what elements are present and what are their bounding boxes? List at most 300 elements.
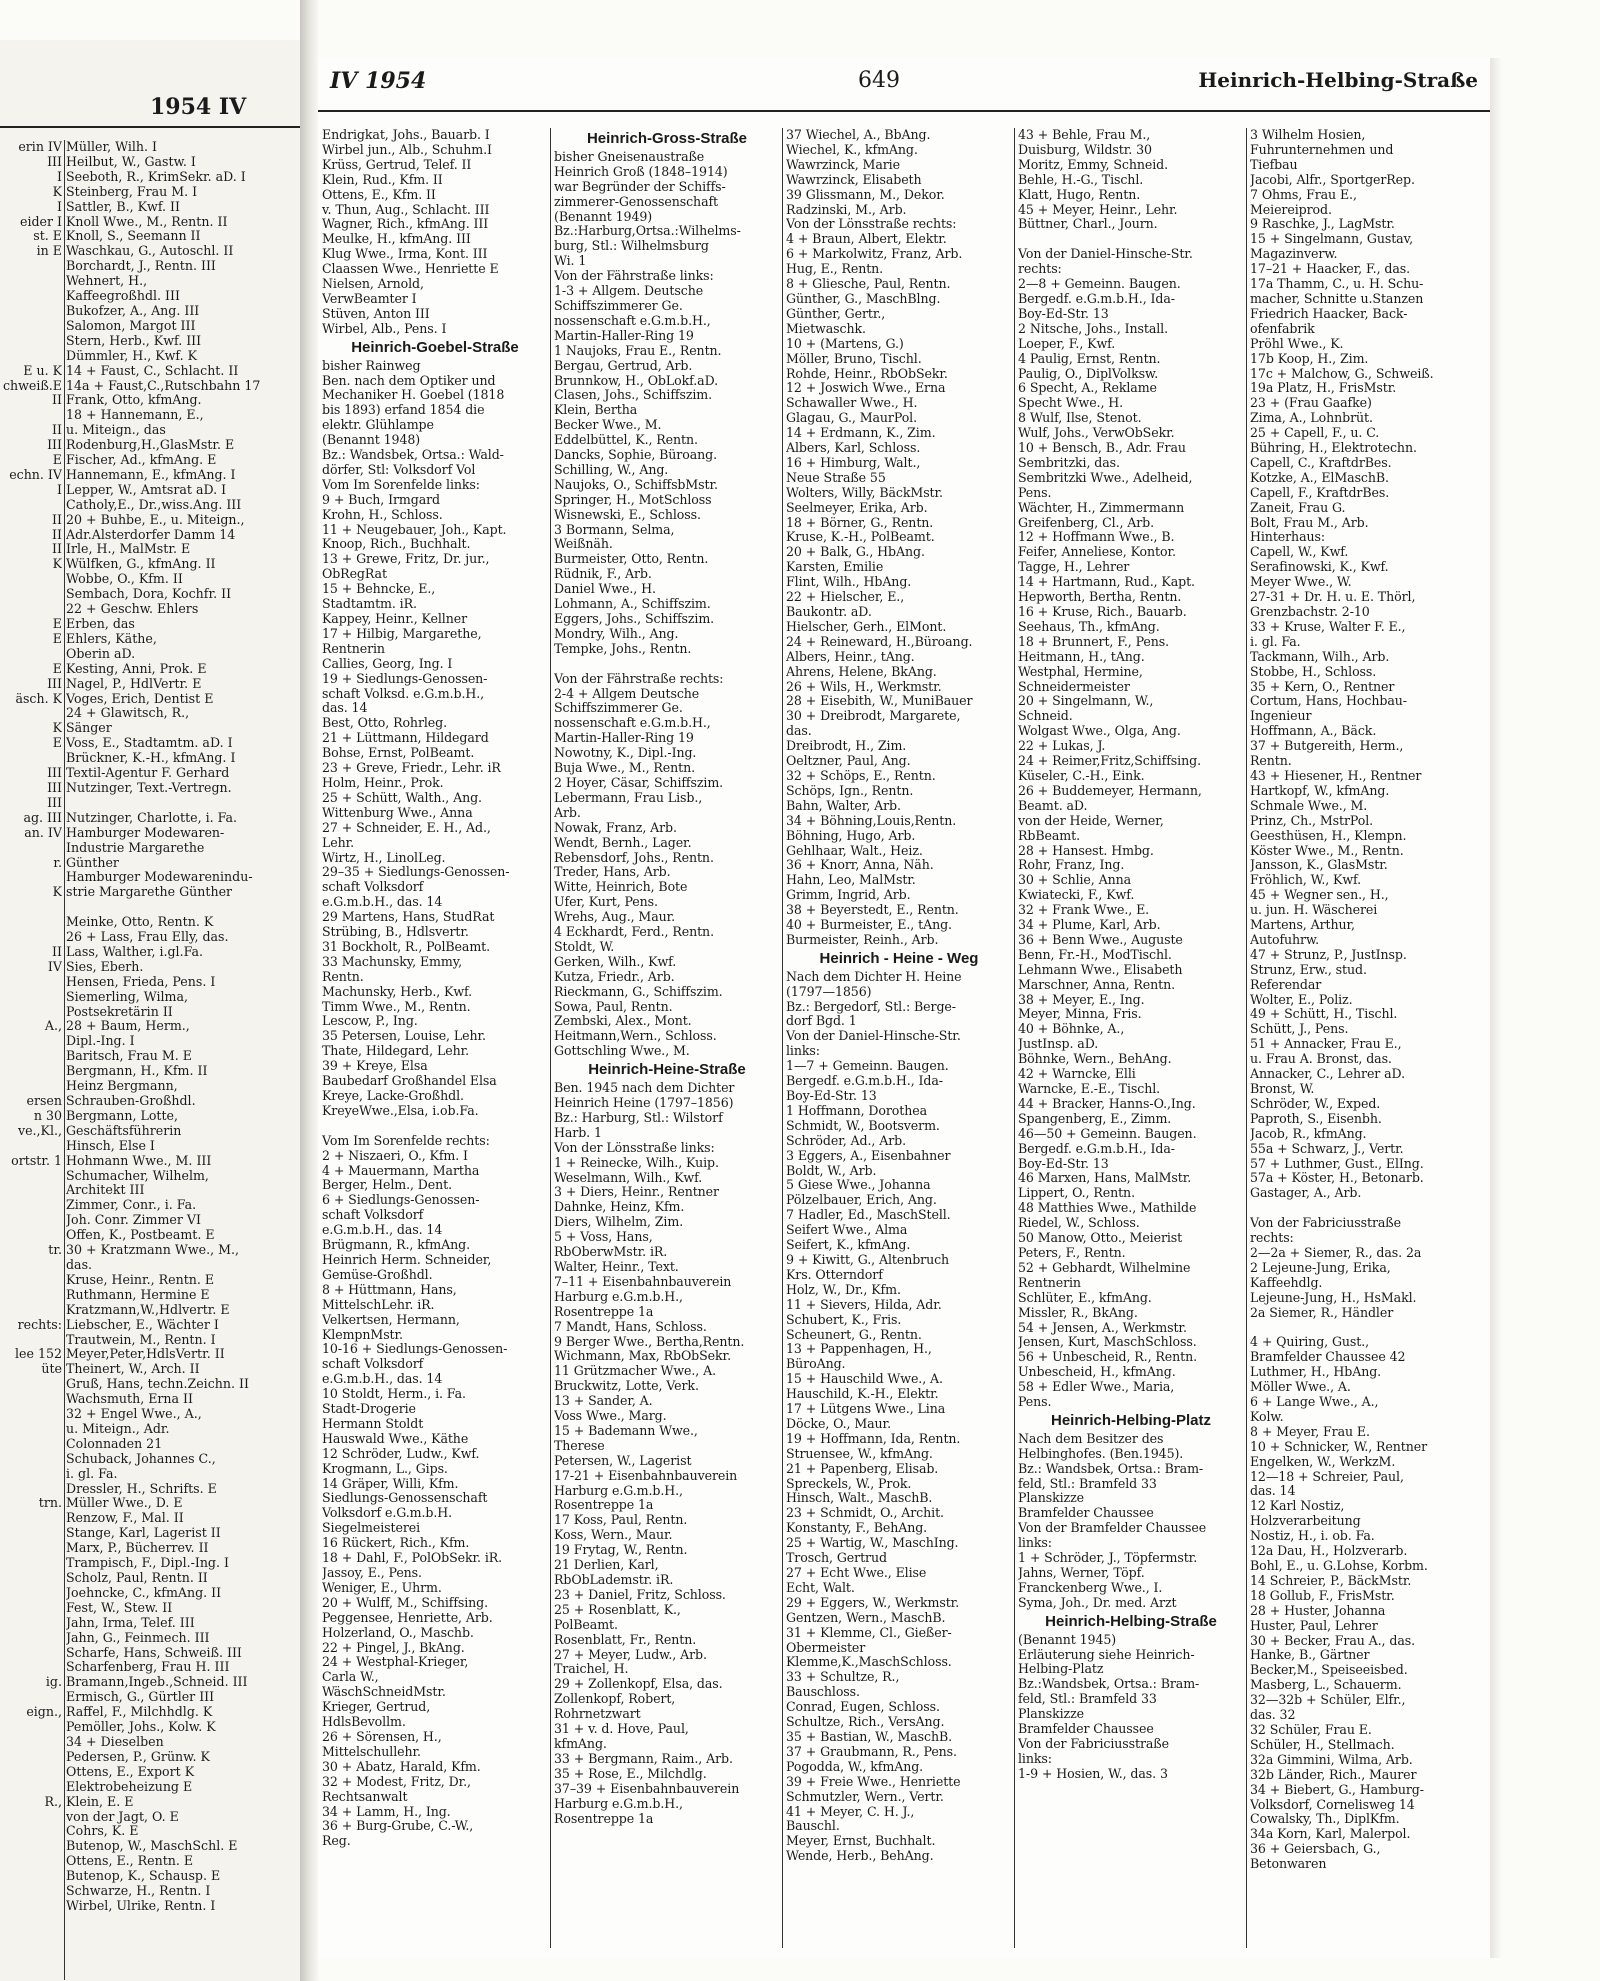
left-entry-line: Nagel, P., HdlVertr. E [66, 675, 202, 691]
directory-entry: 8 + Gliesche, Paul, Rentn. [786, 277, 951, 292]
left-entry-line: Industrie Margarethe [66, 839, 205, 855]
left-entry-line: Ottens, E., Rentn. E [66, 1853, 194, 1869]
directory-entry: kfmAng. [554, 1736, 607, 1751]
left-entry-line [66, 900, 298, 915]
left-entry-line: Klein, E. E [66, 1793, 134, 1809]
left-entry-line: Raffel, F., Milchhdlg. K [66, 1704, 213, 1720]
left-margin-line [0, 915, 62, 930]
directory-entry: 18 + Brunnert, F., Pens. [1018, 634, 1170, 649]
directory-entry: Jacobi, Alfr., SportgerRep. [1250, 172, 1415, 187]
directory-entry: Kappey, Heinr., Kellner [322, 612, 468, 626]
directory-entry [1018, 232, 1244, 247]
directory-entry: Neue Straße 55 [786, 470, 886, 485]
column-divider [1014, 128, 1015, 1948]
directory-entry: Serafinowski, K., Kwf. [1250, 560, 1389, 575]
directory-entry: 5 + Voss, Hans, [554, 1230, 653, 1245]
directory-entry: 15 + Singelmann, Gustav, [1250, 232, 1413, 247]
left-margin-line [0, 1526, 62, 1541]
directory-entry: 21 Derlien, Karl, [554, 1558, 659, 1573]
directory-entry: 28 + Huster, Johanna [1250, 1603, 1386, 1618]
left-margin-line [0, 990, 62, 1005]
left-margin-line: I [57, 198, 62, 214]
directory-entry: 45 + Meyer, Heinr., Lehr. [1018, 202, 1178, 217]
directory-entry: 7–11 + Eisenbahnbauverein [554, 1274, 732, 1289]
left-margin-line: in E [36, 243, 62, 259]
directory-entry: Krieger, Gertrud, [322, 1700, 431, 1715]
directory-entry: Nach dem Besitzer des [1018, 1431, 1164, 1446]
left-entry-line: Kratzmann,W.,Hdlvertr. E [66, 1301, 230, 1317]
directory-entry: 17–21 + Haacker, F., das. [1250, 262, 1411, 277]
directory-entry: 29 Martens, Hans, StudRat [322, 910, 495, 925]
directory-entry: 31 Bockholt, R., PolBeamt. [322, 939, 491, 954]
page-header [318, 58, 1490, 112]
left-entry-line: Catholy,E., Dr.,wiss.Ang. III [66, 496, 242, 512]
directory-entry: Wolter, E., Poliz. [1250, 992, 1353, 1007]
directory-entry: 12 Karl Nostiz, [1250, 1499, 1345, 1514]
directory-entry: 9 + Kiwitt, G., Altenbruch [786, 1252, 950, 1267]
left-margin-line: echn. IV [9, 466, 62, 482]
directory-entry: Capell, F., KraftdrBes. [1250, 485, 1390, 500]
directory-entry: Ahrens, Helene, BkAng. [786, 664, 937, 679]
directory-entry: Greifenberg, Cl., Arb. [1018, 515, 1155, 530]
directory-entry: Nostiz, H., i. ob. Fa. [1250, 1529, 1375, 1544]
directory-entry: Volksdorf e.G.m.b.H. [322, 1506, 453, 1521]
directory-entry: 1-9 + Hosien, W., das. 3 [1018, 1766, 1168, 1781]
directory-entry: Wisnewski, E., Schloss. [554, 507, 701, 522]
left-entry-line: Bergmann, H., Kfm. II [66, 1063, 208, 1079]
directory-entry: 14 + Erdmann, K., Zim. [786, 426, 936, 441]
left-entry-line: Heinz Bergmann, [66, 1078, 178, 1094]
directory-entry: 49 + Schütt, H., Tischl. [1250, 1007, 1398, 1022]
directory-entry: Stoldt, W. [554, 939, 615, 954]
left-margin-line [0, 1452, 62, 1467]
left-entry-line: 14a + Faust,C.,Rutschbahn 17 [66, 377, 261, 393]
directory-entry: Eddelbüttel, K., Rentn. [554, 433, 698, 448]
directory-entry: schaft Volksdorf [322, 880, 424, 895]
directory-entry: 19 + Hoffmann, Ida, Rentn. [786, 1431, 961, 1446]
directory-entry: 32b Länder, Rich., Maurer [1250, 1767, 1417, 1782]
left-entry-line: 34 + Dieselben [66, 1733, 164, 1749]
directory-entry: e.G.m.b.H., das. 14 [322, 895, 443, 910]
directory-entry: Krs. Otterndorf [786, 1267, 883, 1282]
left-entry-line: Knoll Wwe., M., Rentn. II [66, 213, 228, 229]
left-entry-line: Fest, W., Stew. II [66, 1599, 173, 1615]
left-margin-line: ag. III [23, 809, 62, 825]
directory-entry: 21 + Papenberg, Elisab. [786, 1461, 939, 1476]
directory-entry: Nach dem Dichter H. Heine [786, 969, 962, 984]
directory-column [1250, 128, 1476, 1948]
directory-entry: 8 Wulf, Ilse, Stenot. [1018, 411, 1142, 426]
directory-entry: 52 + Gebhardt, Wilhelmine [1018, 1260, 1191, 1275]
left-entry-line: Dressler, H., Schrifts. E [66, 1480, 217, 1496]
directory-entry: Siegelmeisterei [322, 1521, 421, 1536]
directory-entry: 12 + Hoffmann Wwe., B. [1018, 530, 1175, 545]
left-entry-line: Baritsch, Frau M. E [66, 1048, 192, 1064]
directory-entry: Berger, Helm., Dent. [322, 1178, 453, 1193]
directory-entry: Meiereiprod. [1250, 202, 1332, 217]
directory-entry: Von der Fährstraße rechts: [554, 671, 724, 686]
directory-entry: Weselmann, Wilh., Kwf. [554, 1170, 703, 1185]
left-entry-line: 18 + Hannemann, E., [66, 407, 204, 423]
directory-entry: Hartkopf, W., kfmAng. [1250, 783, 1390, 798]
directory-entry: Martens, Arthur, [1250, 918, 1355, 933]
directory-entry: Peters, F., Rentn. [1018, 1245, 1126, 1260]
directory-entry: 38 + Meyer, E., Ing. [1018, 992, 1145, 1007]
directory-entry: Schröder, Ad., Arb. [786, 1133, 906, 1148]
directory-entry: KlempnMstr. [322, 1327, 403, 1342]
directory-entry: Specht Wwe., H. [1018, 396, 1124, 411]
left-entry-line: Bramann,Ingeb.,Schneid. III [66, 1674, 248, 1690]
left-column-divider [64, 140, 65, 1980]
directory-entry: Pölzelbauer, Erich, Ang. [786, 1193, 937, 1208]
left-margin-line: ortstr. 1 [11, 1152, 62, 1168]
directory-entry: Burmeister, Otto, Rentn. [554, 552, 709, 567]
directory-column [322, 128, 548, 1948]
left-margin-line: III [47, 153, 62, 169]
directory-entry: Gerken, Wilh., Kwf. [554, 954, 677, 969]
left-margin-line [0, 259, 62, 274]
directory-entry: Gastager, A., Arb. [1250, 1186, 1362, 1201]
directory-entry: Von der Lönsstraße links: [554, 1140, 715, 1155]
directory-entry: Wächter, H., Zimmermann [1018, 500, 1185, 515]
directory-entry: 3 + Diers, Heinr., Rentner [554, 1185, 719, 1200]
left-page-header: 1954 IV [150, 94, 247, 120]
directory-entry: 26 + Buddemeyer, Hermann, [1018, 783, 1202, 798]
directory-entry: 14 Schreier, P., BäckMstr. [1250, 1573, 1412, 1588]
directory-entry: Friedrich Haacker, Back- [1250, 306, 1408, 321]
directory-entry: Lescow, P., Ing. [322, 1014, 418, 1029]
directory-entry: 25 + Rosenblatt, K., [554, 1602, 681, 1617]
left-entry-line: 32 + Engel Wwe., A., [66, 1406, 202, 1422]
directory-entry: 1 + Reinecke, Wilh., Kuip. [554, 1155, 719, 1170]
directory-entry: Annacker, C., Lehrer aD. [1250, 1067, 1405, 1082]
directory-entry: 41 + Meyer, C. H. J., [786, 1804, 915, 1819]
left-margin-line: n 30 [33, 1107, 62, 1123]
directory-entry: links: [1018, 1536, 1052, 1551]
directory-entry: Dahnke, Heinz, Kfm. [554, 1200, 685, 1215]
directory-entry: 2—8 + Gemeinn. Baugen. [1018, 277, 1181, 292]
directory-entry: Schneidermeister [1018, 679, 1130, 694]
left-entry-line: Postsekretärin II [66, 1003, 173, 1019]
directory-entry: 36 + Geiersbach, G., [1250, 1842, 1381, 1857]
directory-entry: 55a + Schwarz, J., Vertr. [1250, 1141, 1404, 1156]
directory-entry: macher, Schnitte u.Stanzen [1250, 291, 1424, 306]
left-entry-line: Wirbel, Ulrike, Rentn. I [66, 1897, 216, 1913]
left-entry-line: das. [66, 1256, 93, 1272]
directory-entry: Seifert, K., kfmAng. [786, 1238, 911, 1253]
left-entry-line: Hamburger Modewarenindu- [66, 869, 253, 885]
directory-entry: dörfer, Stl: Volksdorf Vol [322, 462, 476, 477]
left-entry-line: Knoll, S., Seemann II [66, 228, 201, 244]
directory-entry: Von der Fabriciusstraße [1018, 1736, 1169, 1751]
directory-entry: Günther, G., MaschBlng. [786, 291, 941, 306]
directory-entry: Boy-Ed-Str. 13 [786, 1089, 877, 1103]
left-entry-line: Dümmler, H., Kwf. K [66, 347, 198, 363]
directory-entry: 30 + Schlie, Anna [1018, 873, 1132, 888]
left-margin-line: tr. [48, 1242, 62, 1258]
left-entry-line: Marx, P., Bücherrev. II [66, 1540, 209, 1556]
left-margin-line: st. E [33, 228, 62, 244]
directory-entry: 19 Frytag, W., Rentn. [554, 1543, 688, 1558]
directory-entry: Bz.:Wandsbek, Ortsa.: Bram- [1018, 1677, 1200, 1692]
left-entry-line: Schumacher, Wilhelm, [66, 1167, 209, 1183]
directory-entry: Cortum, Hans, Hochbau- [1250, 694, 1407, 709]
left-entry-line: Schuback, Johannes C., [66, 1450, 216, 1466]
directory-entry: Rosentreppe 1a [554, 1304, 654, 1319]
left-entry-line: Hohmann Wwe., M. III [66, 1152, 212, 1168]
left-margin-line [0, 1377, 62, 1392]
left-entry-line: Ermisch, G., Gürtler III [66, 1689, 215, 1705]
directory-entry: 12 Schröder, Ludw., Kwf. [322, 1446, 480, 1461]
left-entry-line: Hensen, Frieda, Pens. I [66, 973, 216, 989]
left-entry-line: i. gl. Fa. [66, 1465, 118, 1481]
directory-entry: Von der Daniel-Hinsche-Str. [1018, 247, 1193, 262]
left-entry-line: Scharfenberg, Frau H. III [66, 1659, 230, 1675]
directory-entry: 46 Marxen, Hans, MalMstr. [1018, 1171, 1192, 1186]
left-margin-line [0, 1765, 62, 1780]
left-margin-line: r. [53, 854, 62, 870]
directory-entry: Treder, Hans, Arb. [554, 865, 671, 880]
directory-entry: 17 + Lütgens Wwe., Lina [786, 1402, 946, 1417]
left-margin-line: erin IV [18, 140, 62, 154]
directory-entry: Weniger, E., Uhrm. [322, 1580, 442, 1595]
left-margin-line [0, 1049, 62, 1064]
directory-entry: Holzverarbeitung [1250, 1514, 1361, 1529]
directory-entry: Sowa, Paul, Rentn. [554, 999, 673, 1014]
directory-entry: Eggers, Johs., Schiffszim. [554, 612, 715, 626]
left-margin-line [0, 319, 62, 334]
left-margin-line [0, 1660, 62, 1675]
directory-entry: Grenzbachstr. 2-10 [1250, 605, 1370, 619]
directory-entry: 40 + Böhnke, A., [1018, 1022, 1125, 1037]
left-margin-line: III [47, 437, 62, 453]
directory-entry: Albers, Karl, Schloss. [786, 441, 921, 456]
column-divider [782, 128, 783, 1948]
directory-entry: Strübing, B., Hdlsvertr. [322, 925, 469, 940]
directory-entry: 1 + Schröder, J., Töpfermstr. [1018, 1551, 1198, 1566]
directory-entry: 29 + Zollenkopf, Elsa, das. [554, 1677, 723, 1692]
directory-entry: RbBeamt. [1018, 828, 1080, 843]
directory-entry: Rosentreppe 1a [554, 1498, 654, 1513]
directory-entry: Rentn. [1250, 754, 1292, 769]
left-entry-line: Nutzinger, Charlotte, i. Fa. [66, 809, 238, 825]
directory-entry: JustInsp. aD. [1018, 1037, 1099, 1052]
directory-entry: Gottschling Wwe., M. [554, 1044, 690, 1059]
directory-entry: Hauschild, K.-H., Elektr. [786, 1387, 939, 1402]
left-entry-line: Brückner, K.-H., kfmAng. I [66, 750, 236, 766]
directory-entry: zimmerer-Genossenschaft [554, 194, 719, 209]
left-entry-line: 24 + Glawitsch, R., [66, 705, 190, 721]
left-entry-line: Irle, H., MalMstr. E [66, 541, 191, 557]
directory-entry: Best, Otto, Rohrleg. [322, 716, 448, 731]
directory-entry: MittelschLehr. iR. [322, 1297, 435, 1312]
directory-entry [1250, 1321, 1476, 1336]
directory-entry: Capell, W., Kwf. [1250, 545, 1349, 560]
left-page-entries-column [66, 140, 298, 1914]
directory-entry: 27-31 + Dr. H. u. E. Thörl, [1250, 590, 1416, 605]
directory-entry: 43 + Behle, Frau M., [1018, 128, 1151, 142]
directory-entry: Claassen Wwe., Henriette E [322, 262, 499, 277]
directory-entry: 4 + Quiring, Gust., [1250, 1335, 1370, 1350]
directory-entry: Küseler, C.-H., Eink. [1018, 768, 1145, 783]
directory-entry: schaft Volksdorf [322, 1208, 424, 1223]
left-margin-line [0, 1511, 62, 1526]
directory-entry [1250, 1201, 1476, 1216]
directory-entry: Mietwaschk. [786, 321, 866, 336]
directory-entry: Rosentreppe 1a [554, 1811, 654, 1826]
directory-entry: 26 + Wils, H., Werkmstr. [786, 679, 942, 694]
directory-entry: 56 + Unbescheid, R., Rentn. [1018, 1350, 1198, 1365]
directory-entry: bis 1893) erfand 1854 die [322, 403, 485, 418]
left-entry-line: Renzow, F., Mal. II [66, 1510, 184, 1526]
directory-entry: Koss, Wern., Maur. [554, 1528, 673, 1543]
directory-entry: Huster, Paul, Lehrer [1250, 1618, 1378, 1633]
directory-entry: 29–35 + Siedlungs-Genossen- [322, 865, 510, 880]
directory-entry: Endrigkat, Johs., Bauarb. I [322, 128, 490, 142]
directory-entry: Naujoks, O., SchiffsbMstr. [554, 477, 718, 492]
left-entry-line: Siemerling, Wilma, [66, 988, 188, 1004]
directory-entry: 6 Specht, A., Reklame [1018, 381, 1157, 396]
left-margin-line: E [52, 630, 62, 646]
directory-entry: Wirtz, H., LinolLeg. [322, 850, 446, 865]
left-entry-line: Lass, Walther, i.gl.Fa. [66, 943, 203, 959]
directory-entry: 15 + Behncke, E., [322, 582, 436, 597]
left-entry-line: Wülfken, G., kfmAng. II [66, 556, 216, 572]
directory-entry: 48 Matthies Wwe., Mathilde [1018, 1201, 1197, 1216]
directory-entry: 27 + Schneider, E. H., Ad., [322, 820, 491, 835]
left-entry-line: Gruß, Hans, techn.Zeichn. II [66, 1376, 249, 1392]
directory-entry: Wrehs, Aug., Maur. [554, 910, 676, 925]
left-margin-line [0, 1810, 62, 1825]
directory-entry: Lohmann, A., Schiffszim. [554, 597, 711, 612]
directory-entry: 11 + Neugebauer, Joh., Kapt. [322, 522, 507, 537]
directory-entry: VerwBeamter I [322, 291, 417, 306]
column-divider [550, 128, 551, 1948]
page-number: 649 [858, 68, 900, 93]
directory-entry: 35 Petersen, Louise, Lehr. [322, 1029, 486, 1044]
left-margin-line: eign., [26, 1704, 62, 1720]
directory-entry: Nowak, Franz, Arb. [554, 820, 677, 835]
left-margin-line [0, 1333, 62, 1348]
directory-entry: 16 + Kruse, Rich., Bauarb. [1018, 605, 1187, 619]
directory-entry: Büttner, Charl., Journ. [1018, 217, 1158, 232]
left-entry-line: Schwarze, H., Rentn. I [66, 1883, 211, 1899]
directory-entry: 1 Naujoks, Frau E., Rentn. [554, 343, 722, 358]
left-entry-line: Adr.Alsterdorfer Damm 14 [66, 526, 236, 542]
directory-entry: Bz.: Wandsbek, Ortsa.: Bram- [1018, 1461, 1204, 1476]
left-margin-line: K [52, 556, 62, 572]
directory-entry: Hinterhaus: [1250, 530, 1325, 545]
directory-entry: links: [1018, 1751, 1052, 1766]
directory-entry: Walter, Heinr., Text. [554, 1259, 679, 1274]
directory-entry: Schmidt, W., Bootsverm. [786, 1118, 940, 1133]
directory-entry: 19 + Siedlungs-Genossen- [322, 671, 488, 686]
directory-entry: Bühring, H., Elektrotechn. [1250, 441, 1417, 456]
directory-entry: KreyeWwe.,Elsa, i.ob.Fa. [322, 1103, 479, 1118]
directory-entry: Engelken, W., WerkzM. [1250, 1454, 1396, 1469]
directory-entry: 16 Rückert, Rich., Kfm. [322, 1536, 470, 1551]
directory-entry: 33 + Kruse, Walter F. E., [1250, 619, 1406, 634]
directory-entry: Magazinverw. [1250, 247, 1338, 262]
directory-column [1018, 128, 1244, 1948]
directory-entry: 8 + Hüttmann, Hans, [322, 1282, 457, 1297]
left-margin-line [0, 975, 62, 990]
left-entry-line: Meyer,Peter,HdlsVertr. II [66, 1346, 225, 1362]
directory-entry: Glagau, G., MaurPol. [786, 411, 918, 426]
left-margin-line [0, 1422, 62, 1437]
left-entry-line: Sänger [66, 720, 112, 736]
directory-entry: Unbescheid, H., kfmAng. [1018, 1365, 1176, 1380]
directory-entry: Lippert, O., Rentn. [1018, 1186, 1135, 1201]
directory-entry: Grimm, Ingrid, Arb. [786, 888, 911, 903]
directory-entry: 2—2a + Siemer, R., das. 2a [1250, 1245, 1422, 1260]
directory-entry: Jansson, K., GlasMstr. [1250, 858, 1388, 873]
directory-entry: Jahns, Werner, Töpf. [1018, 1566, 1145, 1580]
directory-entry: 39 Glissmann, M., Dekor. [786, 187, 945, 202]
directory-entry: 37–39 + Eisenbahnbauverein [554, 1781, 740, 1796]
directory-entry: Boy-Ed-Str. 13 [1018, 1156, 1109, 1171]
directory-entry: 29 + Eggers, W., Werkmstr. [786, 1595, 960, 1610]
directory-entry: Burmeister, Reinh., Arb. [786, 932, 939, 947]
directory-entry: RbObLademstr. iR. [554, 1573, 674, 1587]
left-margin-line: E u. K [23, 362, 62, 378]
directory-column [554, 128, 780, 1948]
directory-entry: 36 + Knorr, Anna, Näh. [786, 858, 934, 873]
directory-entry: Traichel, H. [554, 1662, 629, 1677]
directory-entry [322, 1119, 548, 1134]
directory-entry: 32 Schüler, Frau E. [1250, 1722, 1372, 1737]
left-entry-line: Liebscher, E., Wächter I [66, 1316, 219, 1332]
directory-entry: 32 + Frank Wwe., E. [1018, 903, 1150, 918]
directory-entry: 16 + Himburg, Walt., [786, 455, 921, 470]
directory-entry: 51 + Annacker, Frau E., [1250, 1037, 1402, 1052]
directory-entry: Planskizze [1018, 1707, 1084, 1722]
directory-entry: Rechtsanwalt [322, 1789, 408, 1804]
directory-entry: 3 Bormann, Selma, [554, 522, 675, 537]
directory-entry: 46—50 + Gemeinn. Baugen. [1018, 1126, 1197, 1141]
directory-entry: 22 + Pingel, J., BkAng. [322, 1640, 465, 1655]
directory-entry: 40 + Burmeister, E., tAng. [786, 918, 952, 933]
left-entry-line: u. Miteign., Adr. [66, 1420, 170, 1436]
left-margin-line: rechts: [17, 1316, 62, 1332]
directory-entry: 10 Stoldt, Herm., i. Fa. [322, 1387, 466, 1402]
left-entry-line: Schrauben-Großhdl. [66, 1093, 196, 1108]
left-margin-line [0, 1005, 62, 1020]
directory-entry: Hanke, B., Gärtner [1250, 1648, 1370, 1663]
directory-entry: war Begründer der Schiffs- [554, 179, 726, 194]
directory-entry: Trosch, Gertrud [786, 1551, 887, 1566]
left-margin-line: E [52, 452, 62, 468]
left-margin-line [0, 900, 62, 915]
directory-entry: Seehaus, Th., kfmAng. [1018, 619, 1160, 634]
directory-entry: Wichmann, Max, RbObSekr. [554, 1349, 731, 1364]
directory-entry: Rüdnik, F., Arb. [554, 567, 652, 582]
left-entry-line: Pemöller, Johs., Kolw. K [66, 1719, 216, 1735]
directory-entry: Bz.:Harburg,Ortsa.:Wilhelms- [554, 224, 741, 239]
directory-entry: Radzinski, M., Arb. [786, 202, 907, 217]
left-entry-line: Sies, Eberh. [66, 958, 144, 974]
directory-entry: 2 + Niszaeri, O., Kfm. I [322, 1148, 468, 1163]
left-margin-line: II [52, 392, 62, 408]
directory-entry: Wirbel jun., Alb., Schuhm.I [322, 142, 492, 157]
directory-entry: Wagner, Rich., kfmAng. III [322, 217, 489, 232]
directory-entry: 38 + Beyerstedt, E., Rentn. [786, 903, 959, 918]
directory-entry: Stadtamtm. iR. [322, 597, 417, 612]
left-margin-line: III [47, 794, 62, 810]
directory-entry: 24 + Reimer,Fritz,Schiffsing. [1018, 754, 1201, 769]
left-page [0, 40, 302, 1981]
directory-entry: Gentzen, Wern., MaschB. [786, 1610, 946, 1625]
